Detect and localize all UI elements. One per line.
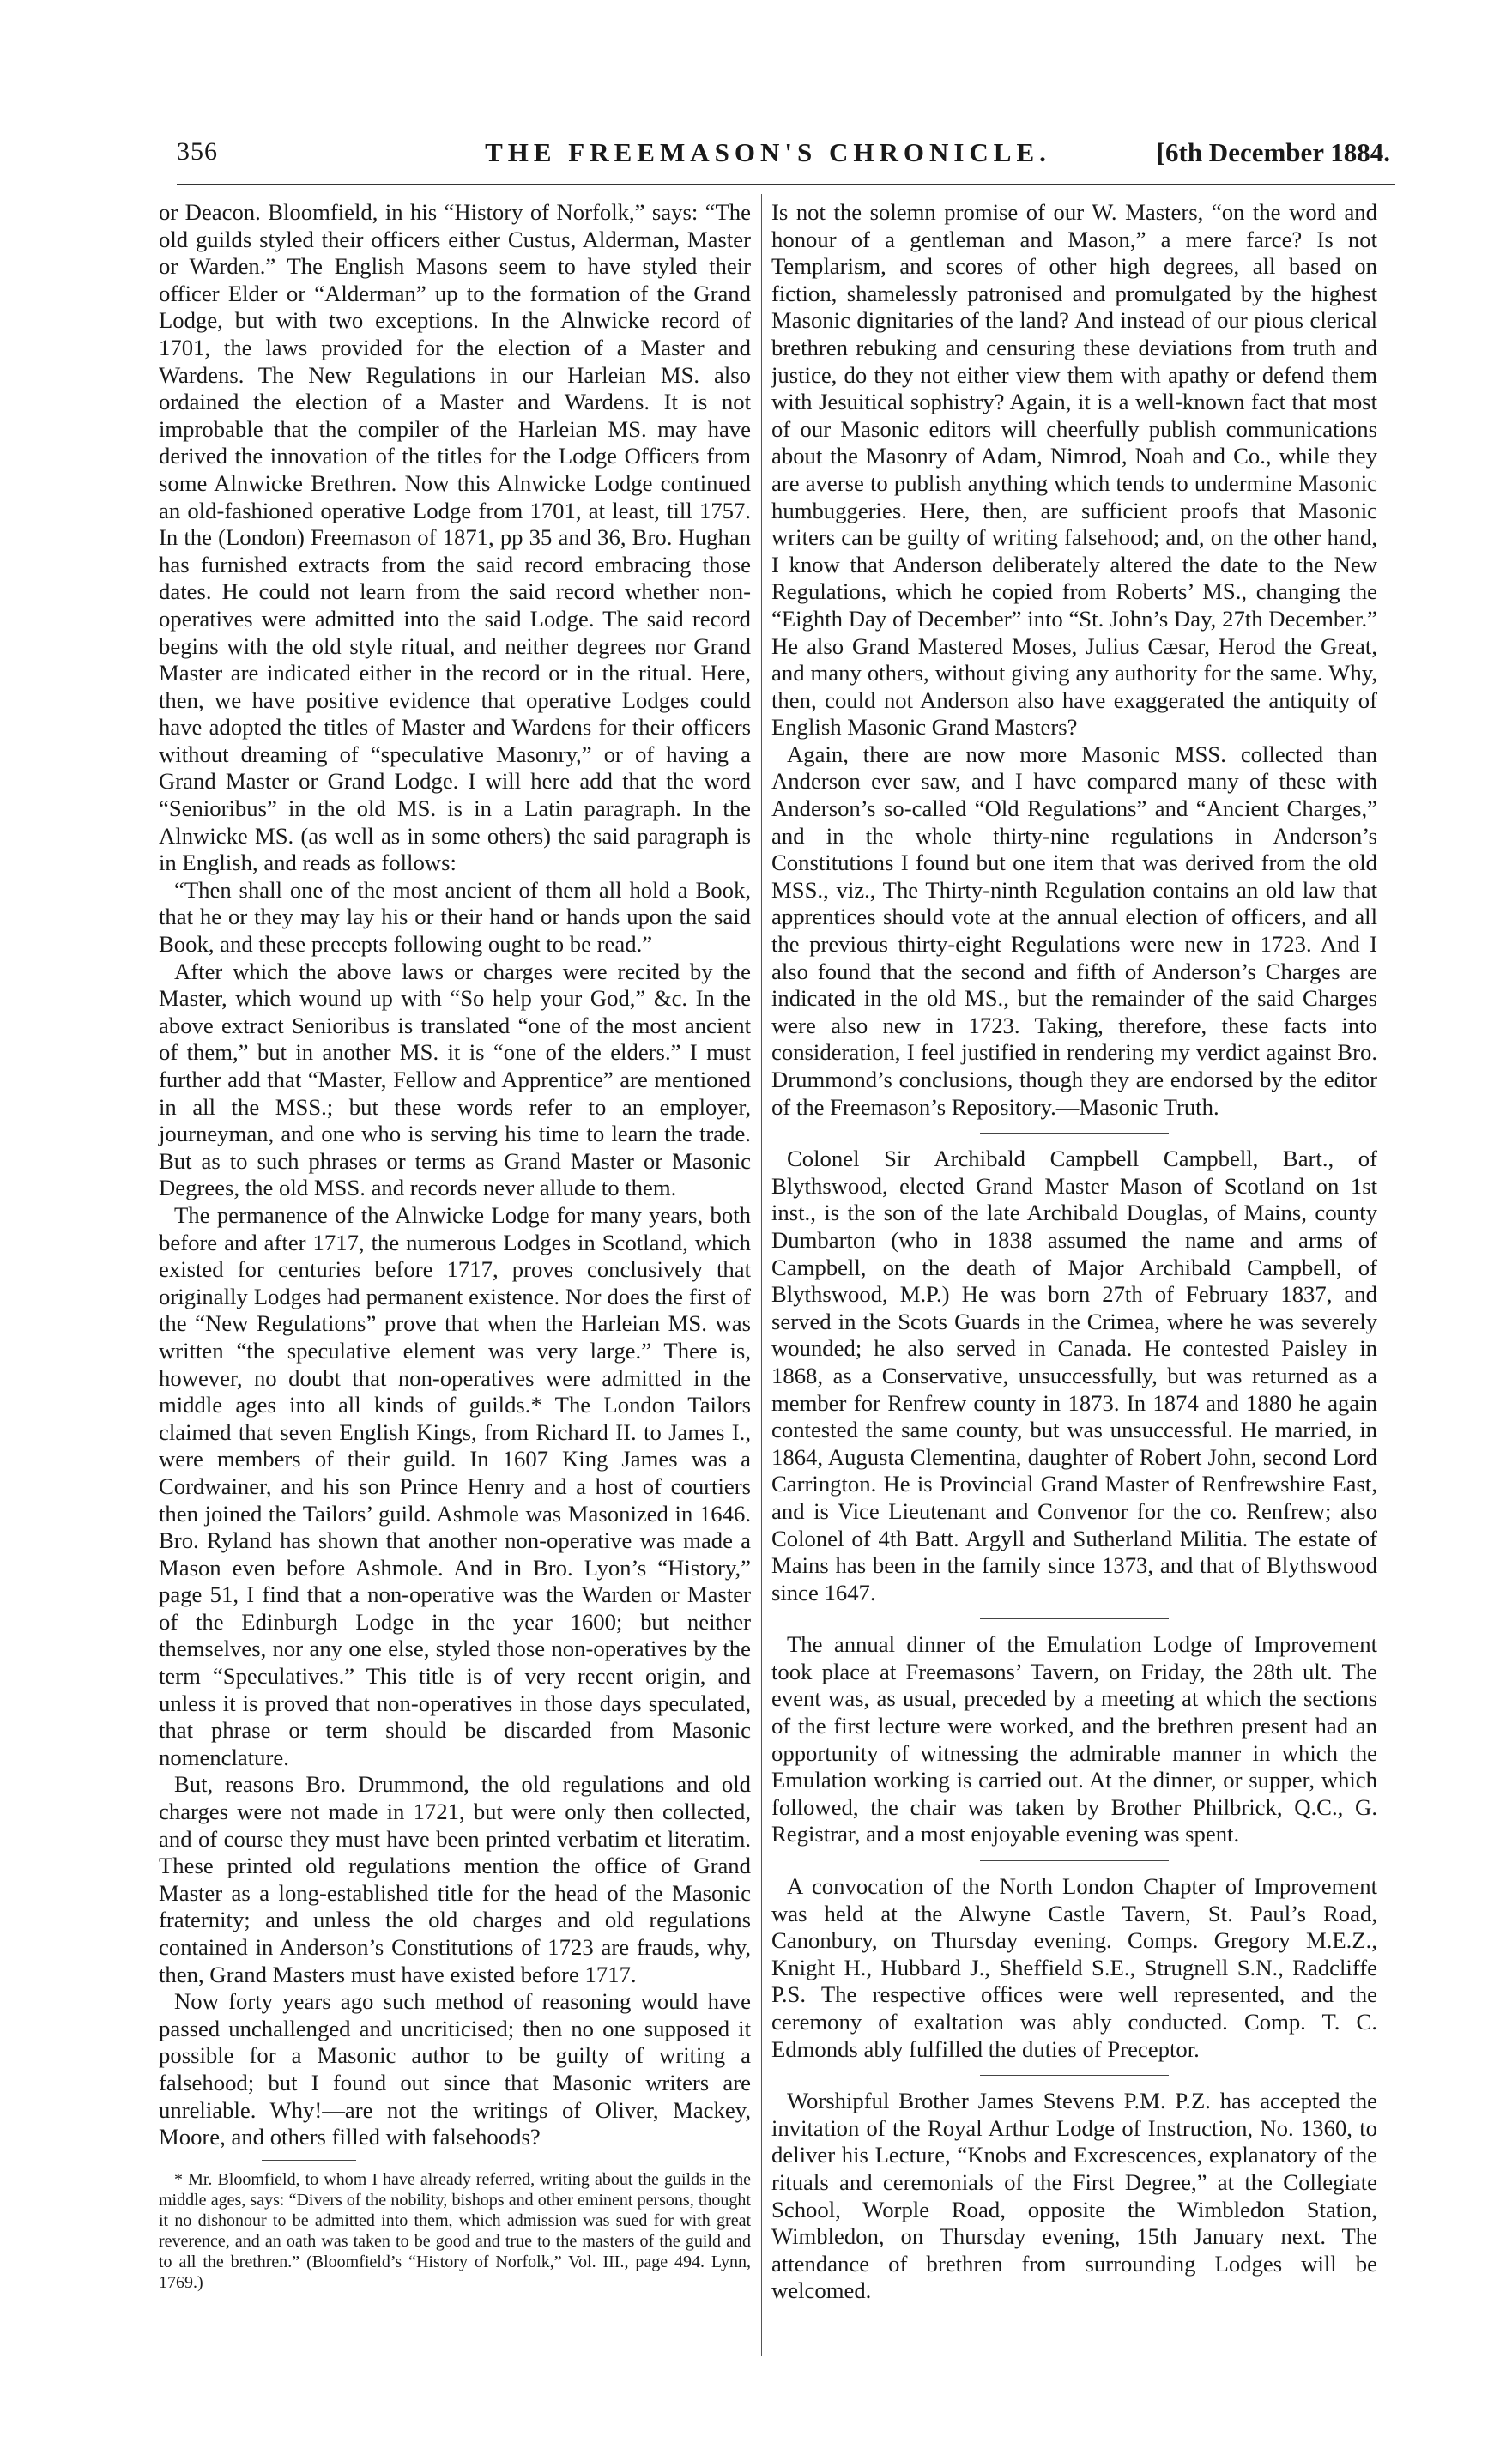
footnote: * Mr. Bloomfield, to whom I have already referred, writing about the guilds in the middle ages, says: “Divers of the nobility, bishops and other eminent persons, thought it no dishonour to be admitted into them, which admission was sued for with great reverence, and an oath was taken to be good and true to the masters of the guild and to all the brethren.” (Bloomfield’s “History of Norfolk,” Vol. III., page 494. Lynn, 1769.) <box>159 2169 751 2292</box>
article-paragraph: But, reasons Bro. Drummond, the old regulations and old charges were not made in 1721, but were only then collected, and of course they must have been printed verbatim et literatim. These printed old regulations mention the office of Grand Master as a long-established title for the head of the Masonic fraternity; and unless the old charges and old regulations contained in Anderson’s Constitutions of 1723 are frauds, why, then, Grand Masters must have existed before 1717. <box>159 1771 751 1987</box>
article-paragraph: Is not the solemn promise of our W. Masters, “on the word and honour of a gentleman and Mason,” a mere farce? Is not Templarism, and scores of other high degrees, all based on fiction, shamelessly patronised and promulgated by the highest Masonic dignitaries of the land? And instead of our pious clerical brethren rebuking and censuring these deviations from truth and justice, do they not either view them with apathy or defend them with Jesuitical sophistry? Again, it is a well-known fact that most of our Masonic editors will cheerfully publish communications about the Masonry of Adam, Nimrod, Noah and Co., while they are averse to publish anything which tends to undermine Masonic humbuggeries. Here, then, are sufficient proofs that Masonic writers can be guilty of writing falsehood; and, on the other hand, I know that Anderson deliberately altered the date to the New Regulations, which he copied from Roberts’ MS., changing the “Eighth Day of December” into “St. John’s Day, 27th December.” He also Grand Mastered Moses, Julius Cæsar, Herod the Great, and many others, without giving any authority for the same. Why, then, could not Anderson also have exaggerated the antiquity of English Masonic Grand Masters? <box>771 199 1377 741</box>
footnote-rule <box>262 2160 356 2161</box>
right-column <box>771 199 1377 2305</box>
issue-date: [6th December 1884. <box>1156 137 1390 167</box>
article-paragraph: After which the above laws or charges were recited by the Master, which wound up with “So help your God,” &c. In the above extract Senioribus is translated “one of the most ancient of them,” but in another MS. it is “one of the elders.” I must further add that “Master, Fellow and Apprentice” are mentioned in all the MSS.; but these words refer to an employer, journeyman, and one who is serving his time to learn the trade. But as to such phrases or terms as Grand Master or Masonic Degrees, the old MSS. and records never allude to them. <box>159 958 751 1201</box>
article-paragraph: Now forty years ago such method of reasoning would have passed unchallenged and uncriticised; then no one supposed it possible for a Masonic author to be guilty of writing a falsehood; but I found out since that Masonic writers are unreliable. Why!—are not the writings of Oliver, Mackey, Moore, and others filled with falsehoods? <box>159 1988 751 2150</box>
page-number: 356 <box>177 137 218 166</box>
news-item-north-london-chapter: A convocation of the North London Chapter of Improvement was held at the Alwyne Castle Tavern, St. Paul’s Road, Canonbury, on Thursday evening. Comps. Gregory M.E.Z., Knight H., Hubbard J., Sheffield S.E., Strugnell S.N., Radcliffe P.S. The respective offices were well represented, and the ceremony of exaltation was ably conducted. Comp. T. C. Edmonds ably fulfilled the duties of Preceptor. <box>771 1873 1377 2062</box>
section-separator <box>980 1618 1169 1619</box>
section-separator <box>980 1860 1169 1861</box>
section-separator <box>980 1133 1169 1134</box>
quoted-paragraph: “Then shall one of the most ancient of them all hold a Book, that he or they may lay his or their hand or hands upon the said Book, and these precepts following ought to be read.” <box>159 876 751 958</box>
news-item-campbell: Colonel Sir Archibald Campbell Campbell, Bart., of Blythswood, elected Grand Master Mason of Scotland on 1st inst., is the son of the late Archibald Douglas, of Mains, county Dumbarton (who in 1838 assumed the name and arms of Campbell, on the death of Major Archibald Campbell, of Blythswood, M.P.) He was born 27th of February 1837, and served in the Scots Guards in the Crimea, where he was severely wounded; he also served in Canada. He contested Paisley in 1868, as a Conservative, unsuccessfully, but was returned as a member for Renfrew county in 1873. In 1874 and 1880 he again contested the same county, but was unsuccessful. He married, in 1864, Augusta Clementina, daughter of Robert John, second Lord Carrington. He is Provincial Grand Master of Renfrewshire East, and is Vice Lieutenant and Convenor for the co. Renfrew; also Colonel of 4th Batt. Argyll and Sutherland Militia. The estate of Mains has been in the family since 1373, and that of Blythswood since 1647. <box>771 1146 1377 1606</box>
column-divider <box>761 194 762 2356</box>
news-item-royal-arthur-lodge: Worshipful Brother James Stevens P.M. P.Z. has accepted the invitation of the Royal Arthur Lodge of Instruction, No. 1360, to deliver his Lecture, “Knobs and Excrescences, explanatory of the rituals and ceremonials of the First Degree,” at the Collegiate School, Worple Road, opposite the Wimbledon Station, Wimbledon, on Thursday evening, 15th January next. The attendance of brethren from surrounding Lodges will be welcomed. <box>771 2088 1377 2304</box>
left-column <box>159 199 751 2293</box>
article-paragraph: or Deacon. Bloomfield, in his “History of Norfolk,” says: “The old guilds styled their officers either Custus, Alderman, Master or Warden.” The English Masons seem to have styled their officer Elder or “Alderman” up to the formation of the Grand Lodge, but with two exceptions. In the Alnwicke record of 1701, the laws provided for the election of a Master and Wardens. The New Regulations in our Harleian MS. also ordained the election of a Master and Wardens. It is not improbable that the compiler of the Harleian MS. may have derived the innovation of the titles for the Lodge Officers from some Alnwicke Brethren. Now this Alnwicke Lodge continued an old-fashioned operative Lodge from 1701, at least, till 1757. In the (London) Freemason of 1871, pp 35 and 36, Bro. Hughan has furnished extracts from the said record embracing those dates. He could not learn from the said record whether non-operatives were admitted into the said Lodge. The said record begins with the old style ritual, and neither degrees nor Grand Master are indicated either in the record or in the ritual. Here, then, we have positive evidence that operative Lodges could have adopted the titles of Master and Wardens for their officers without dreaming of “speculative Masonry,” or of having a Grand Master or Grand Lodge. I will here add that the word “Senioribus” in the old MS. is in a Latin paragraph. In the Alnwicke MS. (as well as in some others) the said paragraph is in English, and reads as follows: <box>159 199 751 876</box>
news-item-emulation-lodge: The annual dinner of the Emulation Lodge of Improvement took place at Freemasons’ Tavern, on Friday, the 28th ult. The event was, as usual, preceded by a meeting at which the sections of the first lecture were worked, and the brethren present had an opportunity of witnessing the admirable manner in which the Emulation working is carried out. At the dinner, or supper, which followed, the chair was taken by Brother Philbrick, Q.C., G. Registrar, and a most enjoyable evening was spent. <box>771 1631 1377 1847</box>
section-separator <box>980 2075 1169 2076</box>
header-rule <box>177 184 1395 185</box>
article-paragraph: Again, there are now more Masonic MSS. collected than Anderson ever saw, and I have compared many of these with Anderson’s so-called “Old Regulations” and “Ancient Charges,” and in the whole thirty-nine regulations in Anderson’s Constitutions I found but one item that was derived from the old MSS., viz., The Thirty-ninth Regulation contains an old law that apprentices should vote at the annual election of officers, and all the previous thirty-eight Regulations were new in 1723. And I also found that the second and fifth of Anderson’s Charges are indicated in the old MS., but the remainder of the said Charges were also new in 1723. Taking, therefore, these facts into consideration, I feel justified in rendering my verdict against Bro. Drummond’s conclusions, though they are endorsed by the editor of the Freemason’s Repository.—Masonic Truth. <box>771 741 1377 1120</box>
page-header <box>146 137 1390 175</box>
article-paragraph: The permanence of the Alnwicke Lodge for many years, both before and after 1717, the numerous Lodges in Scotland, which existed for centuries before 1717, proves conclusively that originally Lodges had permanent existence. Nor does the first of the “New Regulations” prove that when the Harleian MS. was written “the speculative element was very large.” There is, however, no doubt that non-operatives were admitted in the middle ages into all kinds of guilds.* The London Tailors claimed that seven English Kings, from Richard II. to James I., were members of their guild. In 1607 King James was a Cordwainer, and his son Prince Henry and a host of courtiers then joined the Tailors’ guild. Ashmole was Masonized in 1646. Bro. Ryland has shown that another non-operative was made a Mason even before Ashmole. And in Bro. Lyon’s “History,” page 51, I find that a non-operative was the Warden or Master of the Edinburgh Lodge in the year 1600; but neither themselves, nor any one else, styled those non-operatives by the term “Speculatives.” This title is of very recent origin, and unless it is proved that non-operatives in those days speculated, that phrase or term should be discarded from Masonic nomenclature. <box>159 1201 751 1770</box>
masthead-title: THE FREEMASON'S CHRONICLE. <box>485 137 1051 167</box>
